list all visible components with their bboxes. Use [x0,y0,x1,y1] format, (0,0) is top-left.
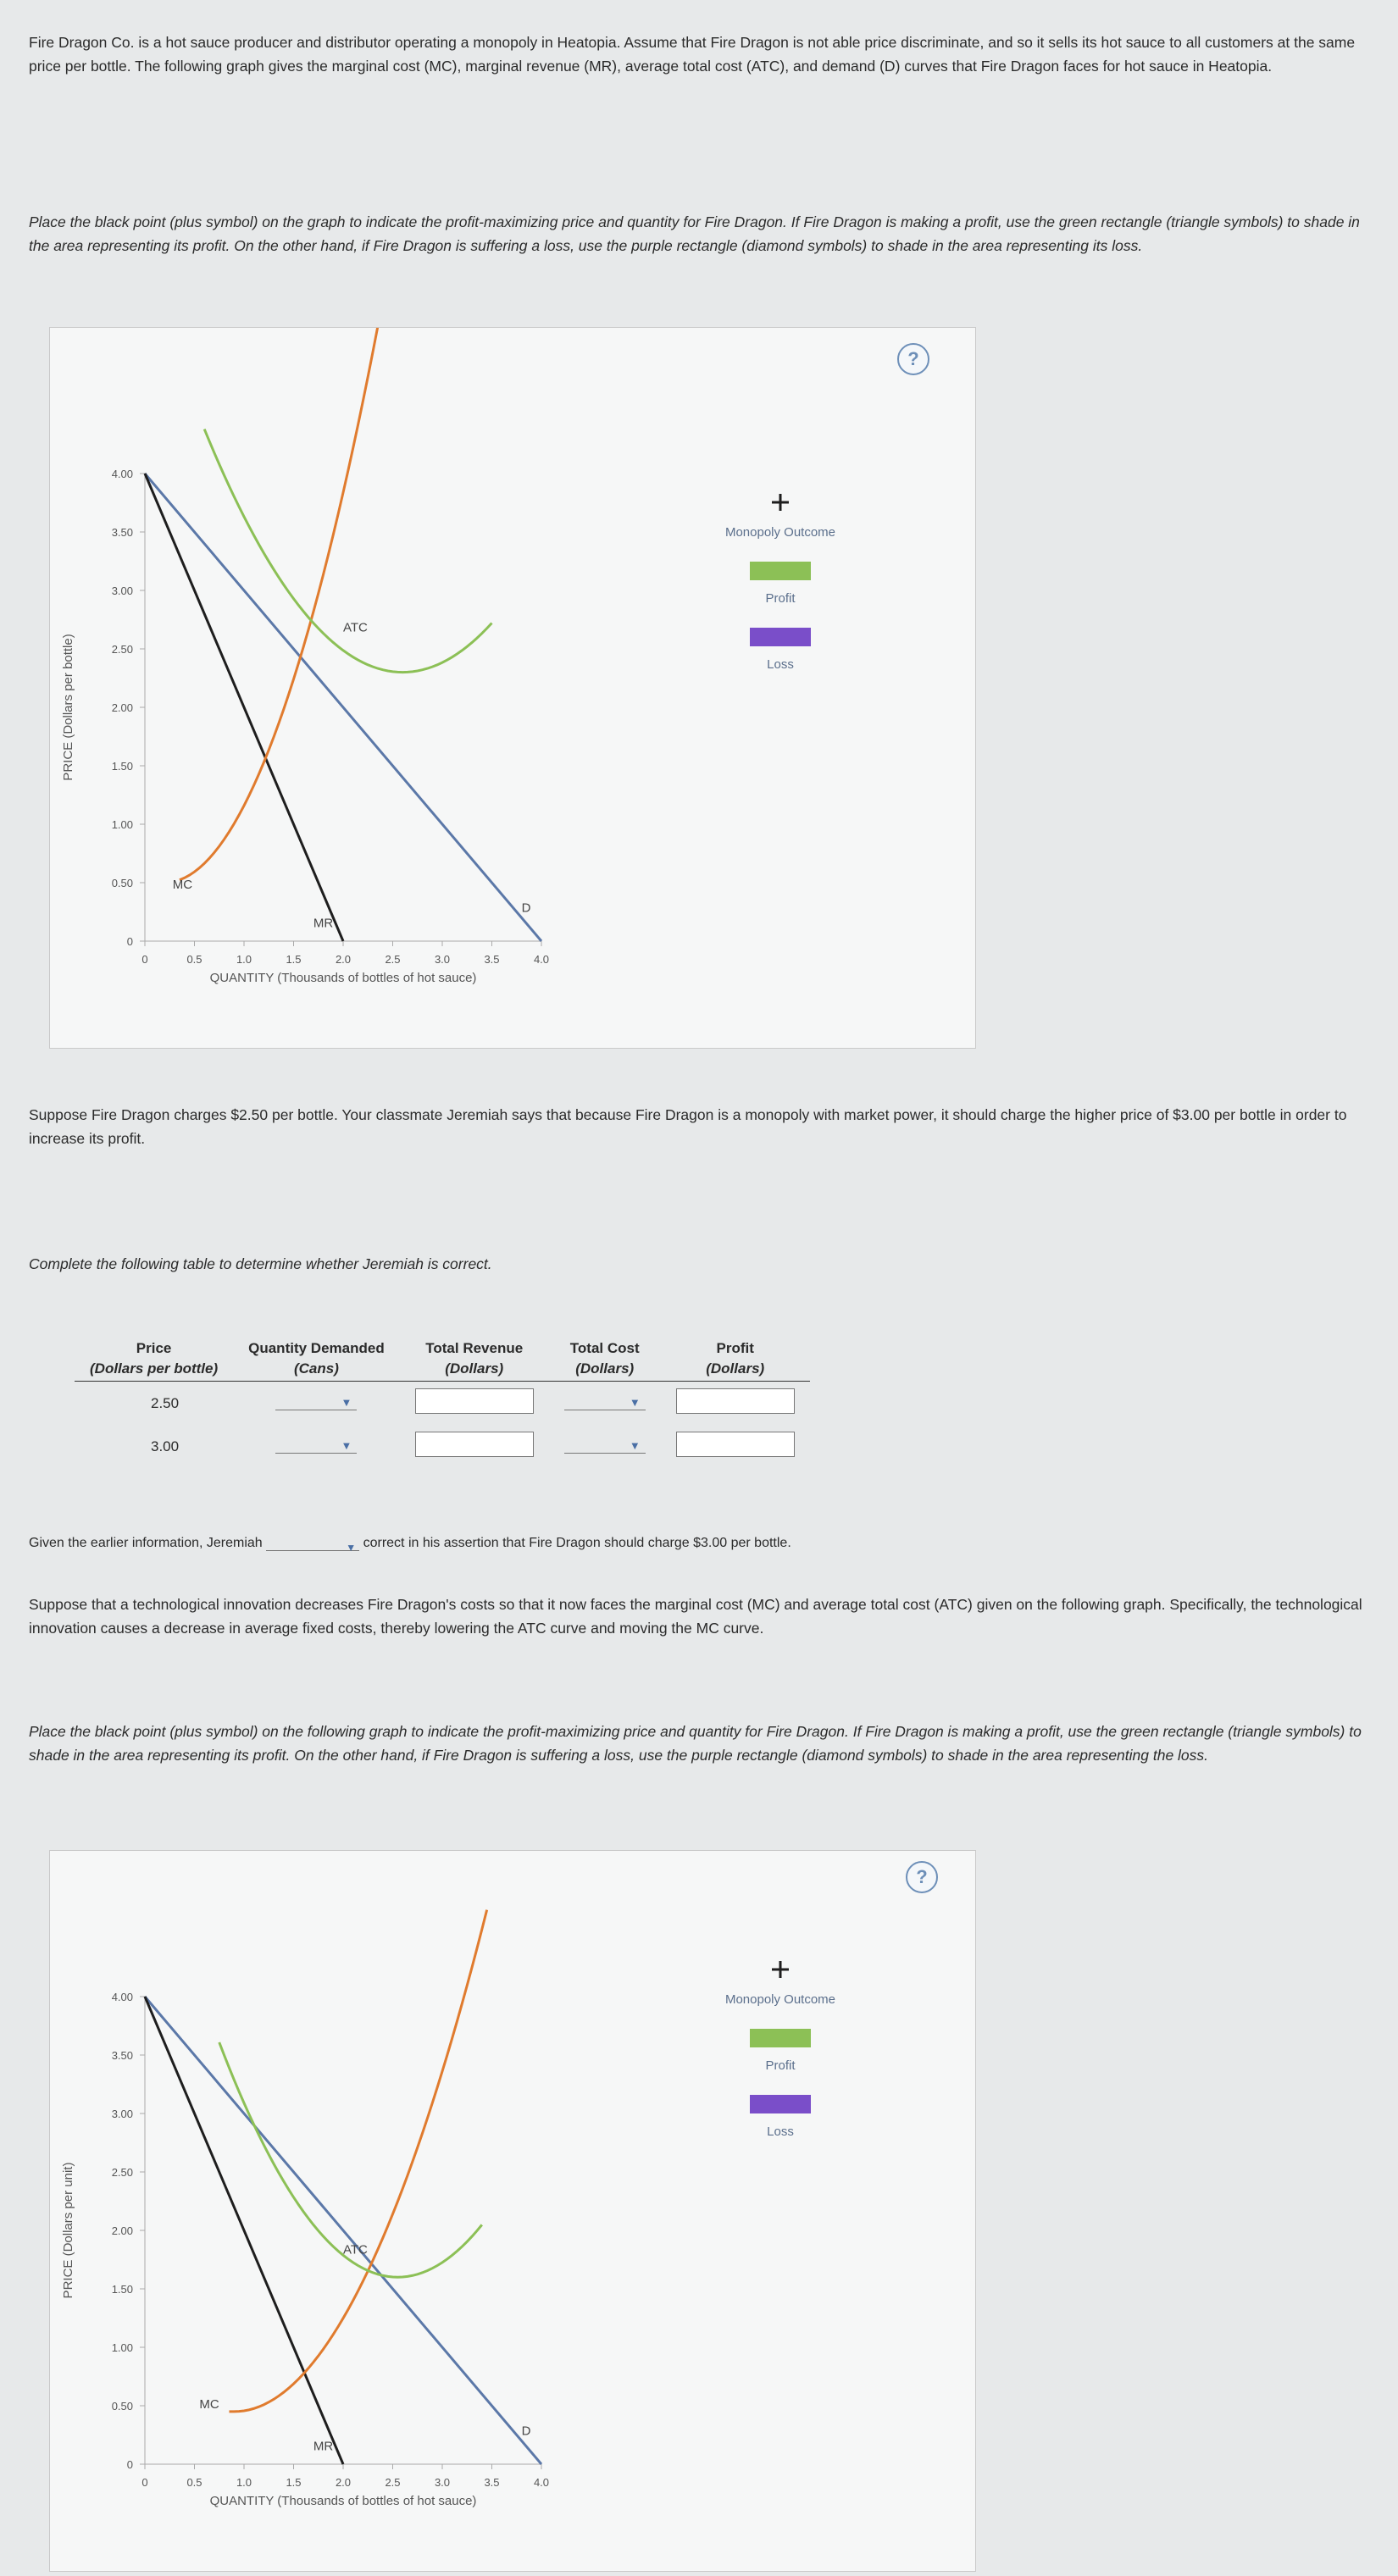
mr-label: MR [313,2439,334,2454]
x-tick-label: 0 [141,953,148,966]
profit-label: Profit [765,2058,796,2073]
x-axis-label: QUANTITY (Thousands of bottles of hot sauce) [209,971,477,985]
loss-label: Loss [767,2125,794,2139]
y-tick-label: 2.50 [111,2166,133,2179]
th-price: Price [136,1340,172,1356]
th-cost: Total Cost [569,1340,640,1356]
x-tick-label: 2.0 [335,953,352,966]
mc-label: MC [199,2396,219,2412]
chevron-down-icon: ▼ [629,1438,641,1452]
marginal-cost-curve [229,1910,486,2412]
x-tick-label: 1.0 [236,953,252,966]
chevron-down-icon: ▼ [346,1542,357,1554]
profit-label: Profit [765,591,796,606]
y-tick-label: 0.50 [111,2400,133,2413]
x-tick-label: 1.0 [236,2476,252,2489]
th-quantity: Quantity Demanded [248,1340,385,1356]
assertion-before: Given the earlier information, Jeremiah [29,1536,263,1550]
total-cost-dropdown[interactable] [564,1436,646,1454]
y-tick-label: 0 [126,935,133,948]
th-profit: Profit [716,1340,754,1356]
atc-label: ATC [343,620,368,635]
atc-label: ATC [343,2242,368,2257]
instructions-paragraph-2: Place the black point (plus symbol) on the following graph to indicate the profit-maximizing price and quantity for Fire Dragon. If Fire Dragon is making a profit, use the green rectangle (triangle symbols) to shade in the area representing its profit. On the other hand, if Fire Dragon is suffering a loss, use the purple rectangle (diamond symbols) to shade in the area representing the loss. [29,1723,1362,1764]
y-tick-label: 0.50 [111,877,133,889]
loss-rectangle-tool[interactable] [750,628,811,646]
x-tick-label: 0 [141,2476,148,2489]
y-tick-label: 2.00 [111,2224,133,2237]
technology-paragraph: Suppose that a technological innovation decreases Fire Dragon's costs so that it now faces the marginal cost (MC) and average total cost (ATC) given on the following graph. Specifically, the technological innovation causes a decrease in average fixed costs, thereby lowering the ATC curve and moving the MC curve. [29,1596,1362,1637]
x-tick-label: 2.5 [385,953,401,966]
profit-input[interactable] [676,1388,795,1414]
y-tick-label: 1.50 [111,760,133,773]
y-tick-label: 1.00 [111,2341,133,2354]
x-tick-label: 2.5 [385,2476,401,2489]
mc-label: MC [172,877,193,892]
marginal-revenue-curve [145,474,343,941]
d-label: D [521,2424,531,2439]
x-tick-label: 4.0 [533,2476,550,2489]
quantity-dropdown[interactable] [275,1436,357,1454]
y-tick-label: 4.00 [111,1991,133,2003]
y-tick-label: 3.50 [111,526,133,539]
graph-2-svg[interactable] [50,1851,975,2571]
x-tick-label: 0.5 [186,953,202,966]
table-instructions: Complete the following table to determine whether Jeremiah is correct. [29,1255,492,1272]
price-cell: 3.00 [151,1438,180,1454]
th-price-units: (Dollars per bottle) [75,1359,233,1382]
th-revenue: Total Revenue [425,1340,524,1356]
total-revenue-input[interactable] [415,1432,534,1457]
th-profit-units: (Dollars) [661,1359,810,1382]
x-tick-label: 3.5 [484,953,500,966]
y-tick-label: 3.00 [111,584,133,597]
profit-rectangle-tool[interactable] [750,2029,811,2047]
monopoly-outcome-label: Monopoly Outcome [724,1992,836,2007]
y-axis-label: PRICE (Dollars per bottle) [61,634,75,781]
chevron-down-icon: ▼ [629,1395,641,1409]
y-tick-label: 0 [126,2458,133,2471]
total-revenue-input[interactable] [415,1388,534,1414]
intro-paragraph: Fire Dragon Co. is a hot sauce producer and distributor operating a monopoly in Heatopia. Assume that Fire Dragon is not able price discriminate, and so it sells its hot sauce to all customers at the same price per bottle. The following graph gives the marginal cost (MC), marginal revenue (MR), average total cost (ATC), and demand (D) curves that Fire Dragon faces for hot sauce in Heatopia. [29,34,1356,75]
help-button[interactable]: ? [897,343,929,375]
x-tick-label: 1.5 [286,953,302,966]
graph-panel-2 [49,1850,976,2572]
x-tick-label: 3.5 [484,2476,500,2489]
x-tick-label: 2.0 [335,2476,352,2489]
x-tick-label: 0.5 [186,2476,202,2489]
assertion-after: correct in his assertion that Fire Dragon should charge $3.00 per bottle. [363,1536,791,1550]
assertion-sentence [29,1532,1384,1555]
x-tick-label: 1.5 [286,2476,302,2489]
y-axis-label: PRICE (Dollars per unit) [61,2162,75,2299]
x-tick-label: 3.0 [434,953,451,966]
graph-panel-1 [49,327,976,1049]
monopoly-outcome-tool[interactable] [772,494,789,511]
help-button[interactable]: ? [906,1861,938,1893]
table-row [75,1425,810,1468]
y-tick-label: 1.00 [111,818,133,831]
y-tick-label: 2.00 [111,701,133,714]
marginal-revenue-curve [145,1997,343,2464]
price-cell: 2.50 [151,1394,180,1411]
profit-table [75,1338,810,1468]
monopoly-outcome-label: Monopoly Outcome [724,525,836,540]
profit-input[interactable] [676,1432,795,1457]
th-quantity-units: (Cans) [233,1359,400,1382]
graph-1-svg[interactable] [50,328,975,1048]
total-cost-dropdown[interactable] [564,1393,646,1410]
jeremiah-correct-dropdown[interactable] [266,1535,359,1554]
loss-label: Loss [767,657,794,672]
y-tick-label: 3.00 [111,2108,133,2120]
demand-curve [145,474,541,941]
monopoly-outcome-tool[interactable] [772,1961,789,1978]
d-label: D [521,900,531,916]
mr-label: MR [313,916,334,931]
instructions-paragraph: Place the black point (plus symbol) on the graph to indicate the profit-maximizing price and quantity for Fire Dragon. If Fire Dragon is making a profit, use the green rectangle (triangle symbols) to shade in the area representing its profit. On the other hand, if Fire Dragon is suffering a loss, use the purple rectangle (diamond symbols) to shade in the area representing its loss. [29,213,1360,254]
loss-rectangle-tool[interactable] [750,2095,811,2113]
x-tick-label: 4.0 [533,953,550,966]
x-axis-label: QUANTITY (Thousands of bottles of hot sauce) [209,2494,477,2508]
quantity-dropdown[interactable] [275,1393,357,1410]
chevron-down-icon: ▼ [341,1395,352,1409]
th-cost-units: (Dollars) [549,1359,661,1382]
chevron-down-icon: ▼ [341,1438,352,1452]
x-tick-label: 3.0 [434,2476,451,2489]
demand-curve [145,1997,541,2464]
y-tick-label: 3.50 [111,2049,133,2062]
y-tick-label: 4.00 [111,468,133,480]
y-tick-label: 1.50 [111,2283,133,2296]
scenario-paragraph: Suppose Fire Dragon charges $2.50 per bottle. Your classmate Jeremiah says that because Fire Dragon is a monopoly with market power, it should charge the higher price of $3.00 per bottle in order to increase its profit. [29,1106,1347,1147]
marginal-cost-curve [180,328,497,880]
y-tick-label: 2.50 [111,643,133,656]
table-row [75,1382,810,1426]
profit-rectangle-tool[interactable] [750,562,811,580]
th-revenue-units: (Dollars) [400,1359,549,1382]
